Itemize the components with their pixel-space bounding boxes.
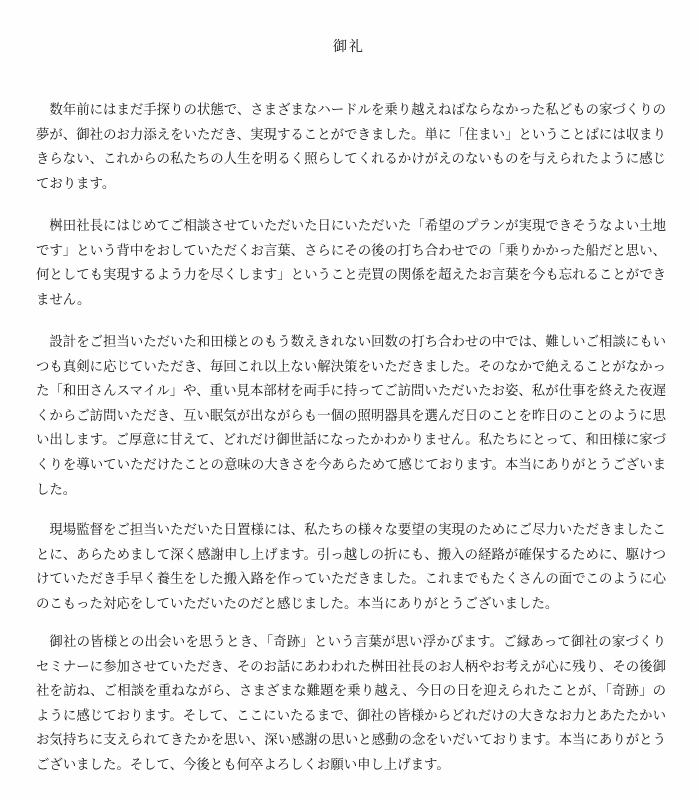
letter-paragraph: 桝田社長にはじめてご相談させていただいた日にいただいた「希望のプランが実現できそうなよい土地です」という背中をおしていただくお言葉、さらにその後の打ち合わせでの「乗りかかった船だと思い、何としても実現するよう力を尽くします」ということ売買の関係を超えたお言葉を今も忘れることができません。	[36, 219, 666, 308]
letter-paragraph: 数年前にはまだ手探りの状態で、さまざまなハードルを乗り越えねばならなかった私どもの家づくりの夢が、御社のお力添えをいただき、実現することができました。単に「住まい」ということばには収まりきらない、これからの私たちの人生を明るく照らしてくれるかけがえのないものを与えられたように感じております。	[36, 103, 666, 192]
letter-paragraph: 設計をご担当いただいた和田様とのもう数えきれない回数の打ち合わせの中では、難しいご相談にもいつも真剣に応じていただき、毎回これ以上ない解決策をいただきました。そのなかで絶えることがなかった「和田さんスマイル」や、重い見本部材を両手に持ってご訪問いただいたお姿、私が仕事を終えた夜遅くからご訪問いただき、互い眠気が出ながらも一個の照明器具を選んだ日のことを昨日のことのように思い出します。ご厚意に甘えて、どれだけ御世話になったかわかりません。私たちにとって、和田様に家づくりを導いていただけたことの意味の大きさを今あらためて感じております。本当にありがとうございました。	[36, 335, 666, 498]
letter-paragraph: 現場監督をご担当いただいた日置様には、私たちの様々な要望の実現のためにご尽力いただきましたことに、あらためまして深く感謝申し上げます。引っ越しの折にも、搬入の経路が確保するために、駆けつけていただき手早く養生をした搬入路を作っていただきました。これまでもたくさんの面でこのように心のこもった対応をしていただいたのだと感じました。本当にありがとうございました。	[36, 523, 666, 612]
letter-paragraph: 御社の皆様との出会いを思うとき、「奇跡」という言葉が思い浮かびます。ご縁あって御社の家づくりセミナーに参加させていただき、そのお話にあわわれた桝田社長のお人柄やお考えが心に残り、その後御社を訪ね、ご相談を重ねながら、さまざまな難題を乗り越え、今日の日を迎えられたことが、「奇跡」のように感じております。そして、ここにいたるまで、御社の皆様からどれだけの大きなお力とあたたかいお気持ちに支えられてきたかを思い、深い感謝の思いと感動の念をいだいております。本当にありがとうございました。そして、今後とも何卒よろしくお願い申し上げます。	[36, 635, 666, 773]
letter-title: 御礼	[333, 39, 365, 55]
